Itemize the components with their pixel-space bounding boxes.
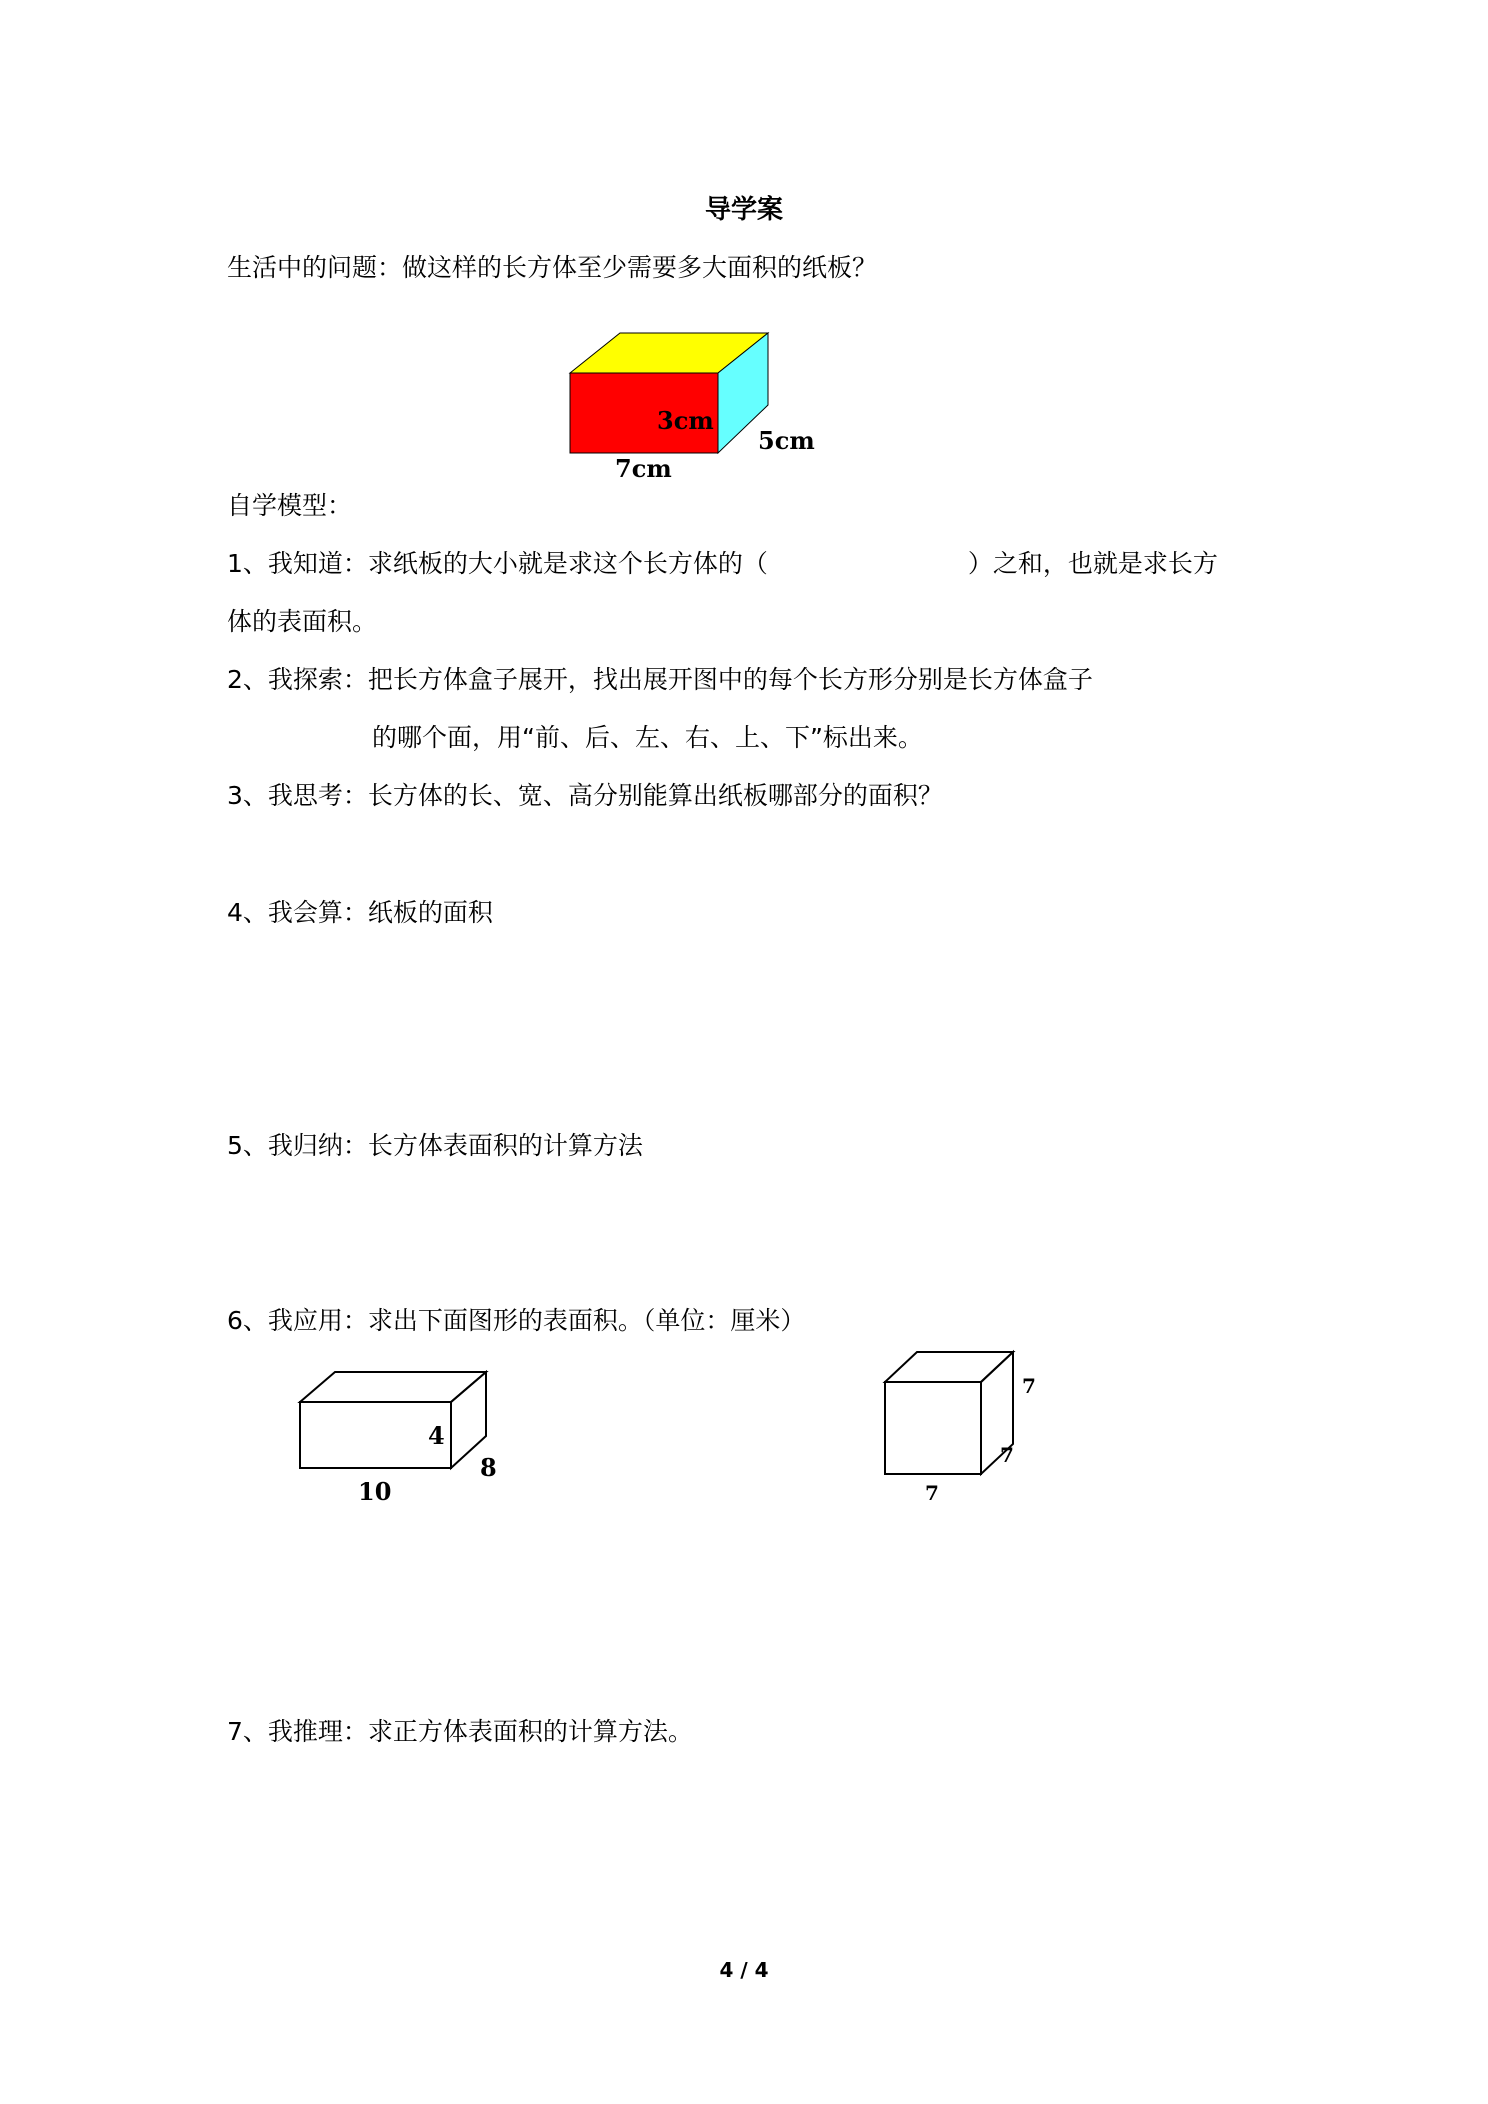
cuboid-height-label: 4	[428, 1421, 445, 1450]
cuboid-top-outline	[300, 1372, 486, 1402]
item-1-line-1	[227, 548, 1218, 580]
cuboid-length-label: 10	[358, 1477, 392, 1506]
life-question: 生活中的问题：做这样的长方体至少需要多大面积的纸板？	[227, 253, 878, 282]
item-1-line-2: 体的表面积。	[227, 607, 378, 636]
cube-width-label: 7	[1000, 1443, 1014, 1467]
item-7: 7、我推理：求正方体表面积的计算方法。	[227, 1717, 693, 1746]
item-2-line-1: 2、我探索：把长方体盒子展开，找出展开图中的每个长方形分别是长方体盒子	[227, 665, 1093, 694]
cube-height-label: 7	[1022, 1374, 1036, 1398]
item-1-text-b: ）之和，也就是求长方	[967, 549, 1218, 578]
page-title: 导学案	[704, 195, 783, 225]
item-5: 5、我归纳：长方体表面积的计算方法	[227, 1131, 643, 1160]
cube-top-outline	[885, 1352, 1013, 1382]
item-6: 6、我应用：求出下面图形的表面积。（单位：厘米）	[227, 1306, 806, 1335]
cube-length-label: 7	[925, 1481, 939, 1505]
cuboid-width-label: 8	[480, 1453, 497, 1482]
height-label: 3cm	[657, 406, 714, 435]
length-label: 7cm	[615, 454, 672, 483]
cuboid-line-figure	[290, 1360, 510, 1510]
item-4: 4、我会算：纸板的面积	[227, 898, 493, 927]
self-study-heading: 自学模型：	[227, 491, 353, 520]
item-2-line-2: 的哪个面，用“前、后、左、右、上、下”标出来。	[372, 723, 923, 752]
item-1-text-a: 1、我知道：求纸板的大小就是求这个长方体的（	[227, 549, 768, 578]
colored-cuboid-figure	[540, 325, 830, 495]
item-3: 3、我思考：长方体的长、宽、高分别能算出纸板哪部分的面积？	[227, 781, 943, 810]
width-label: 5cm	[758, 426, 815, 455]
page-number: 4 / 4	[719, 1958, 769, 1982]
cube-front-outline	[885, 1382, 981, 1474]
cube-line-figure	[860, 1340, 1060, 1510]
